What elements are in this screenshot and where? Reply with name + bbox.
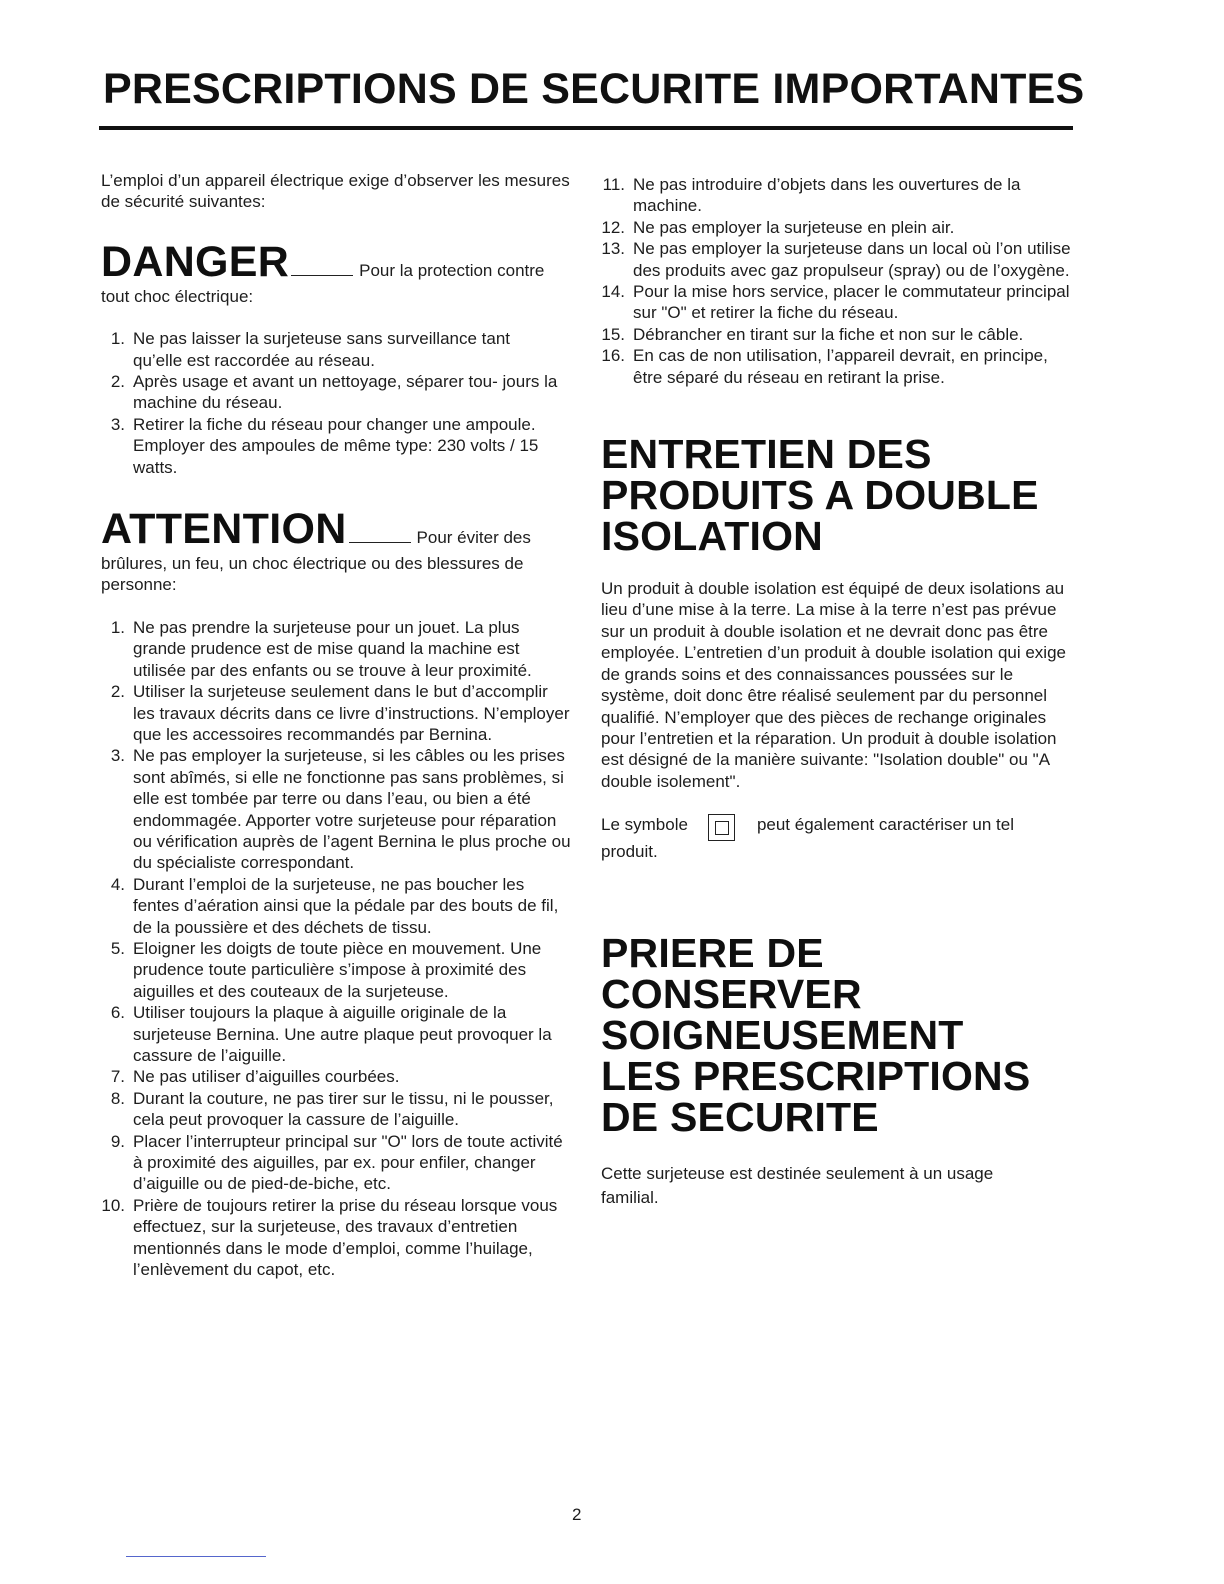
footer-rule: [126, 1556, 266, 1557]
list-item: 1. Ne pas laisser la surjeteuse sans surveillance tant qu’elle est raccordée au réseau.: [110, 329, 511, 370]
list-item: 5. Eloigner les doigts de toute pièce en mouvement. Une prudence toute particulière s’impose à proximité des aiguilles et des couteaux de la surjeteuse.: [110, 938, 542, 1001]
list-item: 9. Placer l’interrupteur principal sur "O" lors de toute activité à proximité des aiguilles, par ex. pour enfiler, changer d’aiguille ou de pied-de-biche, etc.: [110, 1131, 563, 1194]
intro-text: L’emploi d’un appareil électrique exige d’observer les mesures de sécurité suivantes:: [101, 171, 570, 212]
symbol-label: Le symbole: [601, 815, 688, 835]
danger-continuation: tout choc électrique:: [101, 286, 254, 306]
list-item: 7. Ne pas utiliser d’aiguilles courbées.: [110, 1067, 400, 1087]
danger-word: DANGER: [101, 237, 290, 286]
priere-heading: PRIERE DE CONSERVER SOIGNEUSEMENT LES PRESCRIPTIONS DE SECURITE: [601, 929, 1031, 1140]
list-item: 2. Après usage et avant un nettoyage, séparer tou- jours la machine du réseau.: [110, 372, 558, 413]
attention-subtitle: Pour éviter des: [416, 528, 531, 548]
attention-word: ATTENTION: [101, 505, 347, 554]
attention-list: [101, 617, 571, 1281]
list-item: 14. Pour la mise hors service, placer le commutateur principal sur "O" et retirer la fiche du réseau.: [601, 282, 1070, 323]
list-item: 1. Ne pas prendre la surjeteuse pour un jouet. La plus grande prudence est de mise quand la machine est utilisée par des enfants ou se trouve à leur proximité.: [110, 617, 532, 680]
symbol-caption: peut également caractériser un tel: [756, 815, 1014, 835]
danger-underline: [291, 275, 353, 276]
danger-list: [101, 328, 563, 478]
attention-list-continued: [601, 174, 1071, 388]
symbol-row: [601, 814, 1081, 841]
list-item: 10. Prière de toujours retirer la prise du réseau lorsque vous effectuez, sur la surjeteuse, des travaux d’entretien mentionnés dans le mode d’emploi, comme l’huilage, l’enlèvement du capot, etc.: [101, 1195, 558, 1280]
right-column: [601, 174, 1081, 1210]
left-column: [101, 170, 581, 1280]
double-insulation-icon: [708, 814, 735, 841]
danger-heading: [101, 237, 581, 286]
list-item: 12. Ne pas employer la surjeteuse en plein air.: [601, 217, 955, 237]
list-item: 15. Débrancher en tirant sur la fiche et non sur le câble.: [601, 324, 1024, 344]
symbol-caption-end: produit.: [601, 842, 658, 862]
entretien-heading: ENTRETIEN DES PRODUITS A DOUBLE ISOLATION: [601, 431, 1039, 560]
attention-heading: [101, 505, 581, 554]
list-item: 3. Ne pas employer la surjeteuse, si les câbles ou les prises sont abîmés, si elle ne fonctionne pas sans problèmes, si elle est tombée par terre ou dans l’eau, ou bien a été endommagée. Apporter votre surjeteuse pour réparation ou vérification auprès de l’agent Bernina le plus proche ou du spécialiste correspondant.: [110, 746, 571, 873]
list-item: 16. En cas de non utilisation, l’appareil devrait, en principe, être séparé du réseau en retirant la prise.: [601, 346, 1048, 387]
list-item: 8. Durant la couture, ne pas tirer sur le tissu, ni le pousser, cela peut provoquer la cassure de l’aiguille.: [110, 1088, 554, 1130]
entretien-body: Un produit à double isolation est équipé de deux isolations au lieu d’une mise à la terre. La mise à la terre n’est pas prévue sur un produit à double isolation et ne devrait donc pas être employée. L’entretien d’un produit à double isolation qui exige de grands soins et des connaissances poussées sur le système, doit donc être réalisé seulement par du personnel qualifié. N’employer que des pièces de rechange originales pour l’entretien et la réparation. Un produit à double isolation est désigné de la manière suivante: "Isolation double" ou "A double isolement".: [601, 579, 1066, 791]
list-item: 2. Utiliser la surjeteuse seulement dans le but d’accomplir les travaux décrits dans ce livre d’instructions. N’employer que les accessoires recommandés par Bernina.: [110, 682, 570, 744]
attention-underline: [349, 542, 411, 543]
danger-subtitle: Pour la protection contre: [359, 260, 545, 280]
attention-continuation: brûlures, un feu, un choc électrique ou des blessures de personne:: [101, 554, 524, 595]
page-number: 2: [572, 1505, 582, 1524]
page-title: PRESCRIPTIONS DE SECURITE IMPORTANTES: [103, 65, 1085, 113]
list-item: 13. Ne pas employer la surjeteuse dans un local où l’on utilise des produits avec gaz propulseur (spray) ou de l’oxygène.: [601, 239, 1071, 280]
list-item: 4. Durant l’emploi de la surjeteuse, ne pas boucher les fentes d’aération ainsi que la pédale par des bouts de fil, de la poussière et des déchets de tissu.: [110, 874, 559, 937]
title-rule: [99, 126, 1073, 130]
list-item: 3. Retirer la fiche du réseau pour changer une ampoule. Employer des ampoules de même type: 230 volts / 15 watts.: [110, 414, 539, 477]
priere-body: Cette surjeteuse est destinée seulement à un usage familial.: [601, 1163, 994, 1207]
list-item: 11. Ne pas introduire d’objets dans les ouvertures de la machine.: [602, 175, 1021, 216]
list-item: 6. Utiliser toujours la plaque à aiguille originale de la surjeteuse Bernina. Une autre plaque peut provoquer la cassure de l’aiguille.: [110, 1003, 552, 1065]
